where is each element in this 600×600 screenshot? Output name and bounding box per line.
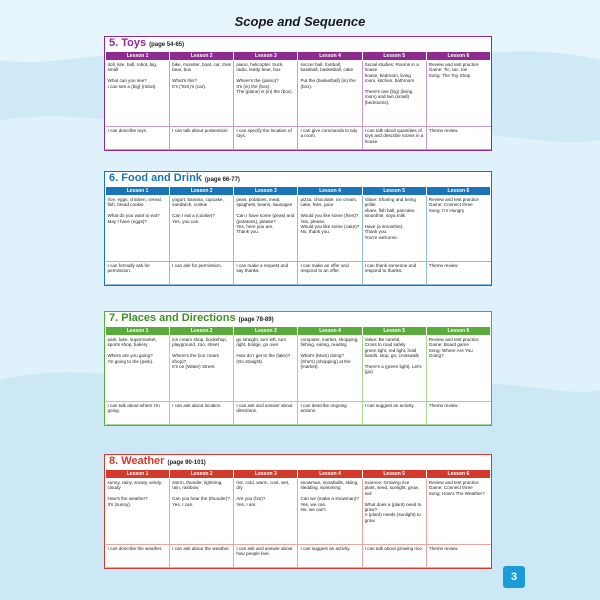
lesson-header-row [106, 470, 491, 479]
page-number: 3 [503, 566, 525, 588]
lesson-content: ice cream shop, bookshop, playground, zoo, street Where's the (ice cream shop)? It's on (Water) Street. [170, 336, 234, 402]
lesson-content: hot, cold, warm, cool, wet, dry Are you (hot)? Yes, I am. [234, 479, 298, 545]
lesson-outcome: I can ask for permission. [170, 262, 234, 285]
lesson-outcome: Theme review [426, 127, 490, 150]
unit-pages: (page 78-89) [238, 317, 274, 323]
lesson-outcome: I can specify the location of toys. [234, 127, 298, 150]
lesson-content: sunny, rainy, snowy, windy, cloudy How's the weather? It's (sunny). [106, 479, 170, 545]
page-title: Scope and Sequence [234, 14, 366, 29]
lesson-content: Science: Growing rice plant, seed, sunlight, grow, soil What does a (plant) need to grow? A (plant) needs (sunlight) to grow. [362, 479, 426, 545]
lesson-header: Lesson 1 [106, 327, 170, 336]
lesson-header: Lesson 3 [234, 327, 298, 336]
lesson-content: Review and test practice Game: Connect three Song: I'm Hungry [426, 196, 490, 262]
lesson-content: soccer ball, football, baseball, basketball, cake Put the (basketball) (in) the (box). [298, 61, 362, 127]
outcome-row [106, 262, 491, 285]
lesson-header: Lesson 5 [362, 470, 426, 479]
lesson-content: bike, monster, boat, car, train bear, box What's this? It's (Tom)'s (car). [170, 61, 234, 127]
lesson-header-row [106, 52, 491, 61]
lesson-header-row [106, 187, 491, 196]
lesson-outcome: I can ask about the weather. [170, 545, 234, 568]
unit-pages: (page 90-101) [167, 460, 206, 466]
lesson-outcome: I can ask and answer about how people feel. [234, 545, 298, 568]
lesson-outcome: I can give commands to tidy a room. [298, 127, 362, 150]
lesson-outcome: I can describe toys. [106, 127, 170, 150]
lesson-header: Lesson 3 [234, 470, 298, 479]
lesson-header: Lesson 5 [362, 187, 426, 196]
unit-pages: (page 54-65) [149, 42, 185, 48]
content-row [106, 336, 491, 402]
lesson-header: Lesson 2 [170, 52, 234, 61]
unit-weather [104, 454, 492, 569]
lesson-outcome: Theme review [426, 545, 490, 568]
lesson-outcome: I can suggest an activity. [362, 402, 426, 425]
content-row [106, 479, 491, 545]
lesson-outcome: I can talk about where I'm going. [106, 402, 170, 425]
lesson-outcome: I can make a request and say thanks. [234, 262, 298, 285]
lesson-outcome: I can describe ongoing actions. [298, 402, 362, 425]
lesson-content: yogurt, banana, cupcake, sandwich, cookie Can I eat a (cookie)? Yes, you can. [170, 196, 234, 262]
lesson-header: Lesson 6 [426, 470, 490, 479]
lesson-outcome: I can thank someone and respond to thanks. [362, 262, 426, 285]
lesson-header: Lesson 1 [106, 187, 170, 196]
lesson-outcome: I can talk about quantities of toys and describe rooms in a house. [362, 127, 426, 150]
outcome-row [106, 402, 491, 425]
lesson-content: Review and test practice Game: Board game Song: Where Are You Going? [426, 336, 490, 402]
outcome-row [106, 127, 491, 150]
lesson-outcome: Theme review [426, 402, 490, 425]
lesson-content: piano, helicopter, truck, radio, teddy bear, box Where's the (piano)? It's (in) the (box). The (plane) is (in) the (box). [234, 61, 298, 127]
lesson-outcome: I can ask and answer about directions. [234, 402, 298, 425]
lesson-header: Lesson 3 [234, 187, 298, 196]
lesson-content: doll, kite, ball, robot, big, small What can you see? I can see a (big) (robot). [106, 61, 170, 127]
lesson-outcome: I can suggest an activity. [298, 545, 362, 568]
outcome-row [106, 545, 491, 568]
unit-title: 5. Toys [109, 37, 147, 49]
unit-title: 6. Food and Drink [109, 172, 202, 184]
lesson-content: peas, potatoes, meat, spaghetti, beans, sausages Can I have some (peas) and (potatoes), please? Yes, here you are. Thank you. [234, 196, 298, 262]
unit-table [105, 51, 491, 150]
unit-title: 8. Weather [109, 455, 165, 467]
lesson-header: Lesson 2 [170, 327, 234, 336]
content-row [106, 61, 491, 127]
lesson-header: Lesson 4 [298, 327, 362, 336]
lesson-outcome: Theme review [426, 262, 490, 285]
lesson-content: rice, eggs, chicken, cereal, fish, bread cookie What do you want to eat? May I have (eggs)? [106, 196, 170, 262]
unit-table [105, 469, 491, 568]
lesson-content: pizza, chocolate, ice cream, cake, fries, juice Would you like some (fries)? Yes, please. Would you like some (cake)? No, thank you. [298, 196, 362, 262]
lesson-content: Review and test practice Game: Connect three Song: How's The Weather? [426, 479, 490, 545]
lesson-header: Lesson 1 [106, 470, 170, 479]
unit-header [105, 172, 491, 186]
unit-header [105, 37, 491, 51]
unit-table [105, 326, 491, 425]
lesson-header: Lesson 2 [170, 187, 234, 196]
lesson-header: Lesson 4 [298, 470, 362, 479]
unit-food-and-drink [104, 171, 492, 286]
lesson-header: Lesson 6 [426, 52, 490, 61]
unit-pages: (page 66-77) [204, 177, 240, 183]
unit-header [105, 455, 491, 469]
lesson-content: park, lake, supermarket, sports shop, bakery Where are you going? I'm going to the (park). [106, 336, 170, 402]
lesson-header: Lesson 5 [362, 327, 426, 336]
lesson-outcome: I can talk about growing rice. [362, 545, 426, 568]
lesson-header: Lesson 6 [426, 187, 490, 196]
lesson-content: snowman, snowballs, skiing, sledding, swimming Can we (make a snowman)? Yes, we can. No, we can't. [298, 479, 362, 545]
lesson-outcome: I can ask about location. [170, 402, 234, 425]
lesson-header: Lesson 4 [298, 187, 362, 196]
lesson-outcome: I can talk about possession. [170, 127, 234, 150]
lesson-content: Social studies: Rooms in a house house, bedroom, living room, kitchen, bathroom There's one (big) (living room) and two (small) (bedrooms). [362, 61, 426, 127]
unit-title: 7. Places and Directions [109, 312, 236, 324]
lesson-content: Value: Sharing and being polite share, fish ball, pancake, smoothie, soya milk Have (a smoothie). Thank you. You're welcome. [362, 196, 426, 262]
lesson-outcome: I can formally ask for permission. [106, 262, 170, 285]
lesson-outcome: I can make an offer and respond to an offer. [298, 262, 362, 285]
lesson-header: Lesson 5 [362, 52, 426, 61]
unit-table [105, 186, 491, 285]
content-row [106, 196, 491, 262]
lesson-header: Lesson 4 [298, 52, 362, 61]
lesson-content: storm, thunder, lightning, rain, rainbow Can you hear the (thunder)? Yes, I can. [170, 479, 234, 545]
unit-header [105, 312, 491, 326]
lesson-content: computer, market, shopping, fishing, eating, reading What's (Mom) doing? (She's) (shopping) at the (market). [298, 336, 362, 402]
lesson-header: Lesson 1 [106, 52, 170, 61]
unit-places-and-directions [104, 311, 492, 426]
lesson-content: Value: Be careful. Cross to road safely green light, red light, hold hands, stop, go, crosswalk There's a (green light). Let's (go). [362, 336, 426, 402]
lesson-content: go straight, turn left, turn right, bridge, go over How do I get to the (lake)? (Go straight). [234, 336, 298, 402]
lesson-header: Lesson 2 [170, 470, 234, 479]
lesson-header: Lesson 3 [234, 52, 298, 61]
lesson-content: Review and test practice Game: Tic, tac, toe Song: The Toy Shop [426, 61, 490, 127]
lesson-outcome: I can describe the weather. [106, 545, 170, 568]
lesson-header: Lesson 6 [426, 327, 490, 336]
unit-toys [104, 36, 492, 151]
lesson-header-row [106, 327, 491, 336]
